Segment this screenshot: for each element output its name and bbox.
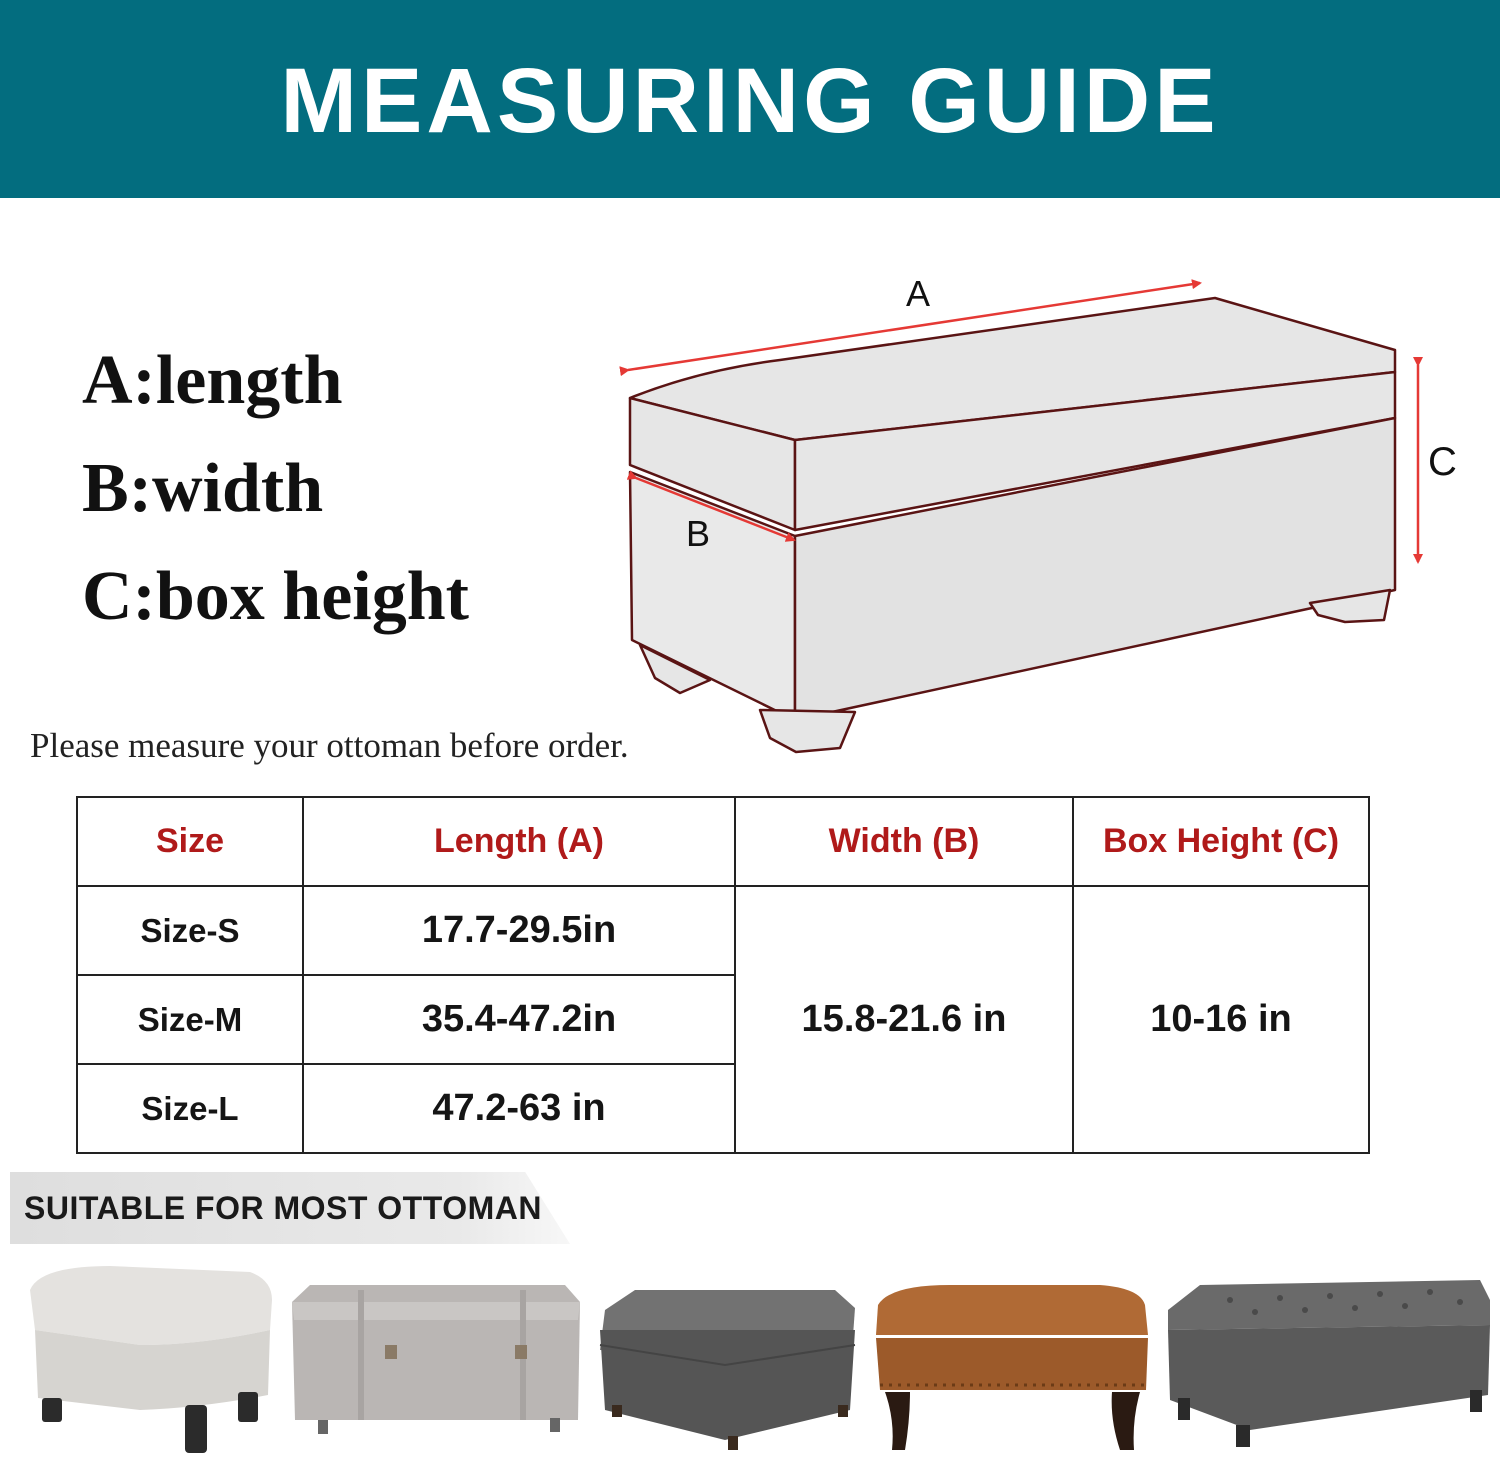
label-c: C — [1428, 440, 1457, 484]
suitable-label: SUITABLE FOR MOST OTTOMAN — [24, 1190, 542, 1226]
header-length: Length (A) — [303, 797, 735, 886]
size-s-label: Size-S — [77, 886, 303, 975]
table-header-row — [77, 797, 1369, 886]
dimension-legend — [82, 336, 469, 660]
size-m-length: 35.4-47.2in — [303, 975, 735, 1064]
grey-tufted-storage-bench-icon — [1168, 1280, 1490, 1447]
box-height-value: 10-16 in — [1073, 886, 1369, 1153]
white-rectangular-ottoman-icon — [30, 1266, 272, 1453]
legend-width: B:width — [82, 450, 324, 527]
label-a: A — [906, 273, 931, 314]
header-banner — [0, 0, 1500, 198]
header-box-height: Box Height (C) — [1073, 797, 1369, 886]
page-title: MEASURING GUIDE — [280, 49, 1220, 152]
legend-length: A:length — [82, 342, 343, 419]
label-b: B — [686, 513, 711, 554]
ottoman-diagram — [600, 260, 1460, 760]
size-m-label: Size-M — [77, 975, 303, 1064]
dark-grey-square-ottoman-icon — [600, 1290, 855, 1450]
header-width: Width (B) — [735, 797, 1073, 886]
brown-leather-ottoman-icon — [876, 1285, 1148, 1450]
ottoman-photos — [0, 1250, 1500, 1479]
header-size: Size — [77, 797, 303, 886]
size-l-length: 47.2-63 in — [303, 1064, 735, 1153]
ottoman-outline — [630, 298, 1395, 752]
size-s-length: 17.7-29.5in — [303, 886, 735, 975]
size-table — [76, 796, 1370, 1154]
size-l-label: Size-L — [77, 1064, 303, 1153]
grey-storage-bench-icon — [292, 1285, 580, 1434]
table-row — [77, 886, 1369, 975]
legend-box-height: C:box height — [82, 558, 469, 635]
width-value: 15.8-21.6 in — [735, 886, 1073, 1153]
measure-note: Please measure your ottoman before order. — [30, 726, 629, 765]
